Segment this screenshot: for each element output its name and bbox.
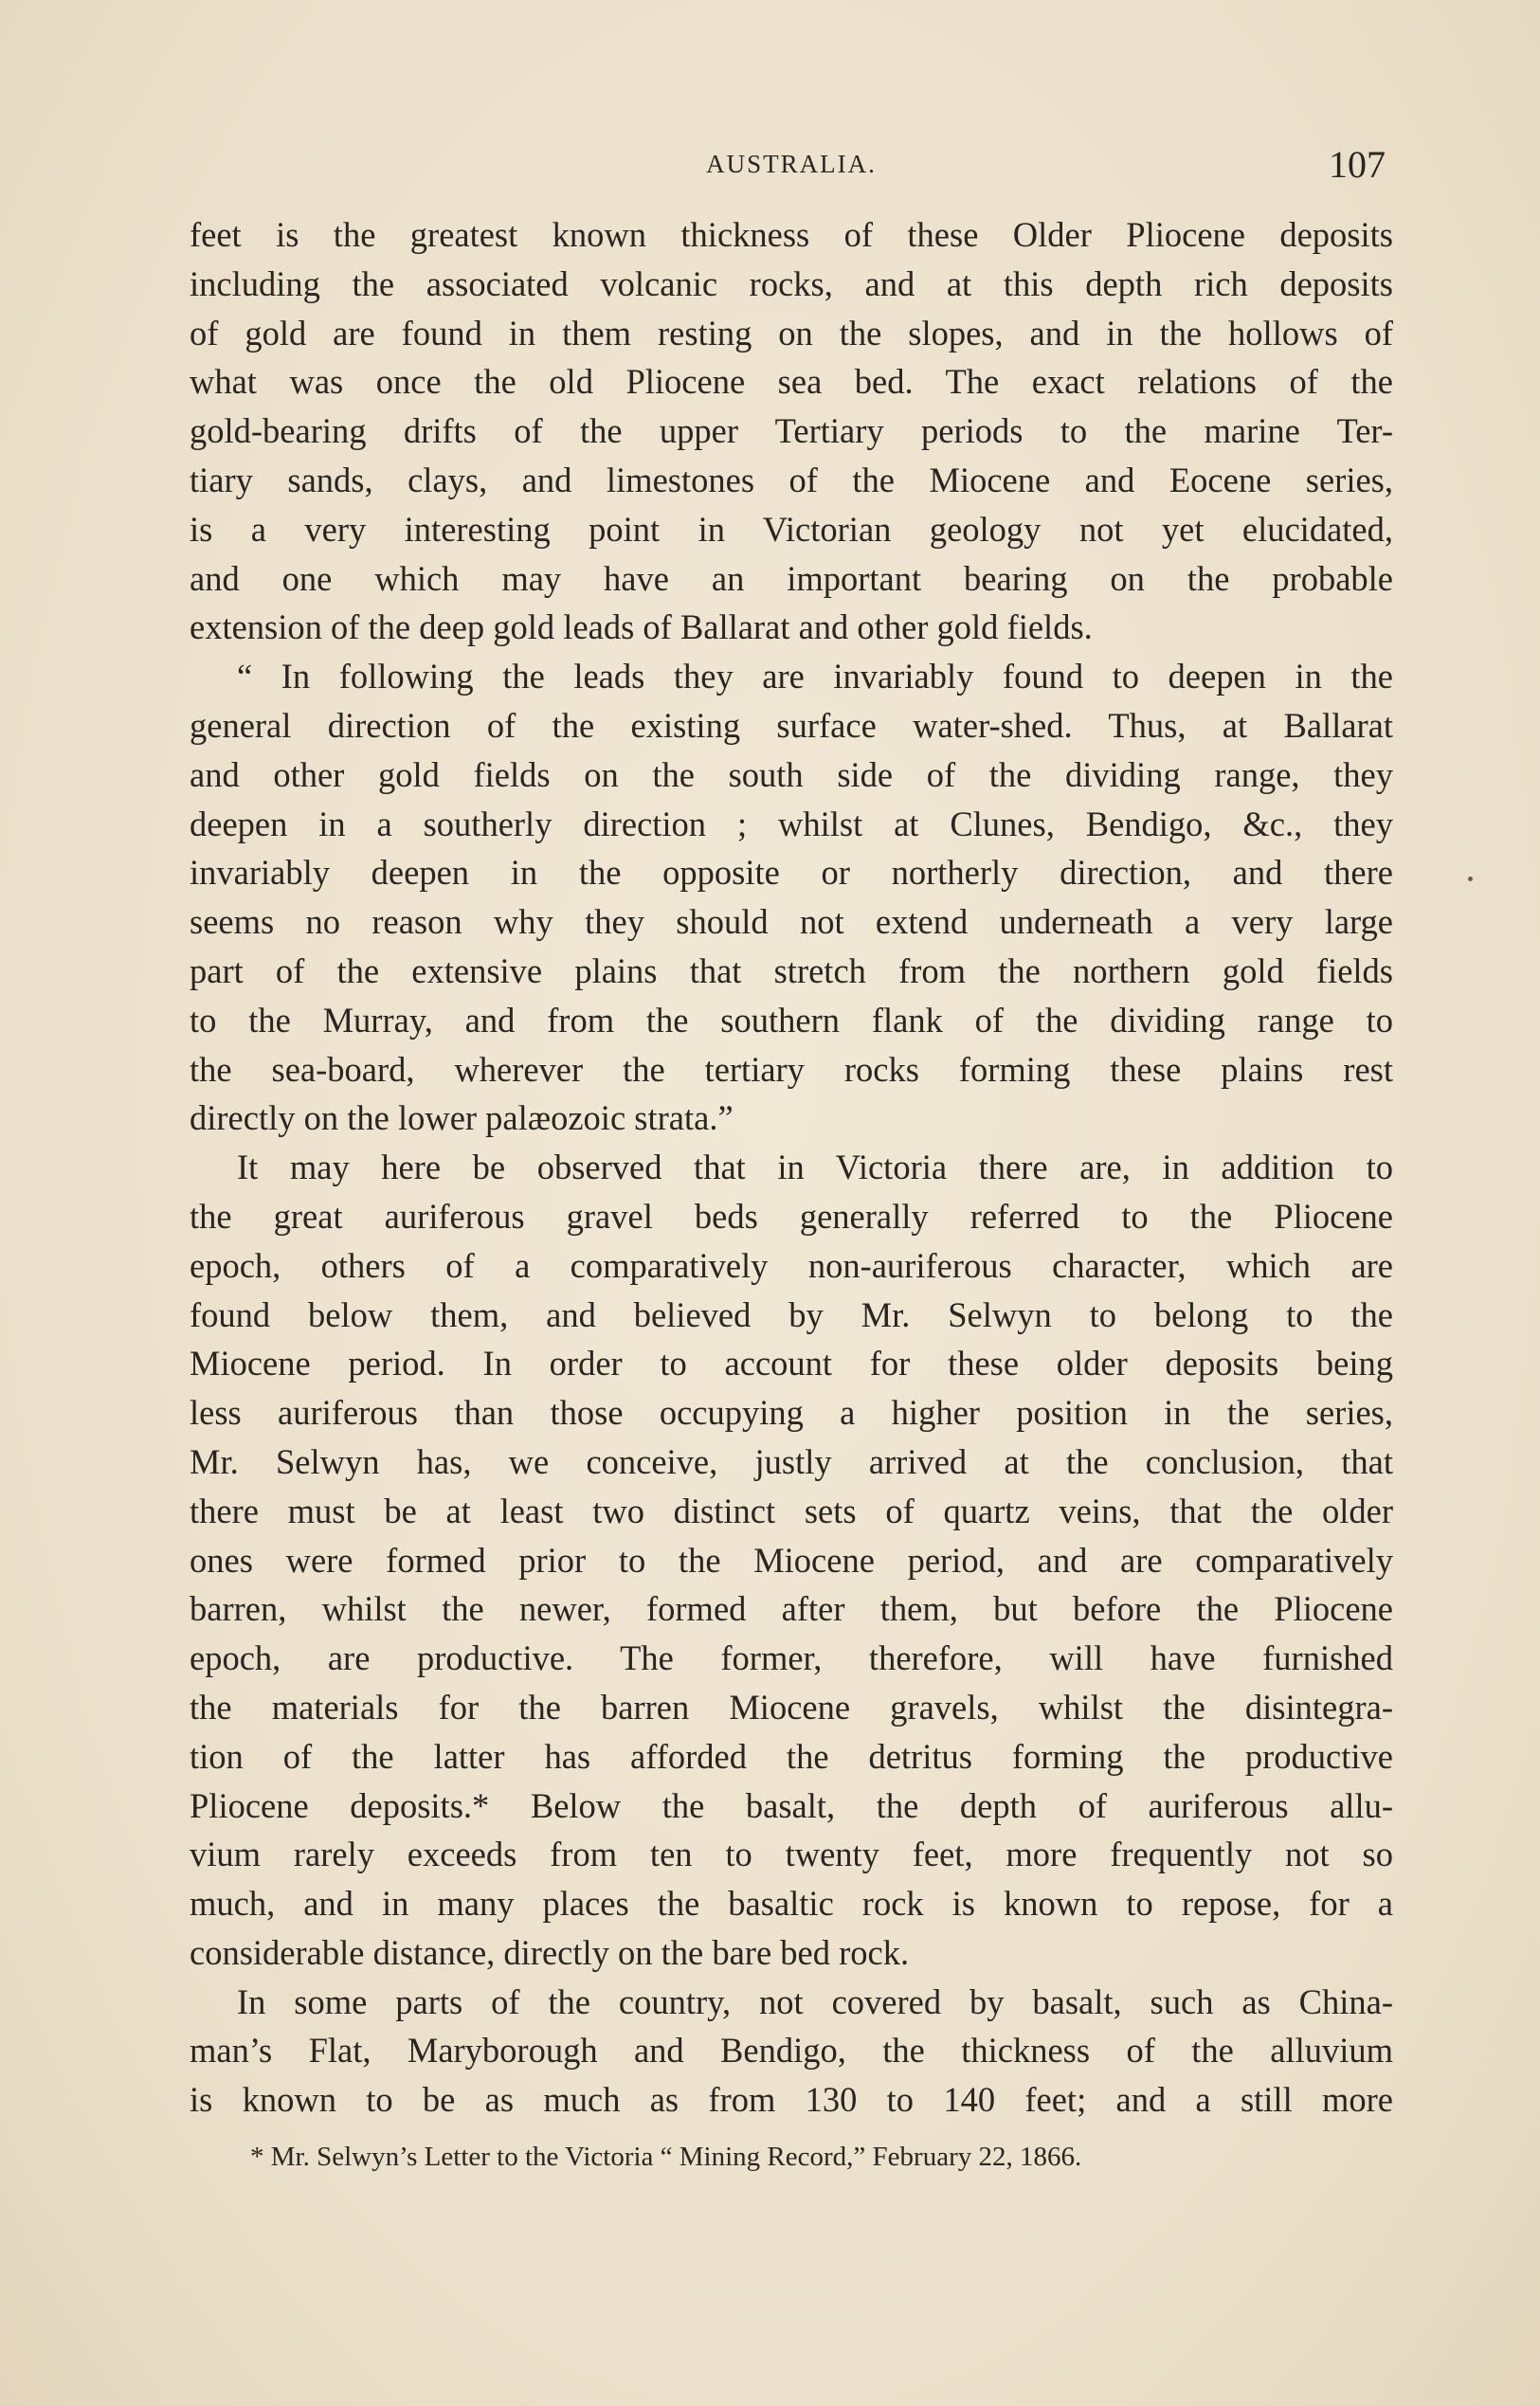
body-text <box>190 210 1393 2125</box>
text-line: much, and in many places the basaltic rock is known to repose, for a <box>190 1884 1393 1924</box>
text-line: seems no reason why they should not extend underneath a very large <box>190 902 1393 942</box>
text-line: tiary sands, clays, and limestones of the Miocene and Eocene series, <box>190 460 1393 499</box>
text-line: ones were formed prior to the Miocene period, and are comparatively <box>190 1540 1393 1580</box>
footnote: * Mr. Selwyn’s Letter to the Victoria “ Mining Record,” February 22, 1866. <box>250 2142 1082 2172</box>
text-line: what was once the old Pliocene sea bed. The exact relations of the <box>190 362 1393 402</box>
text-line: less auriferous than those occupying a higher position in the series, <box>190 1393 1393 1433</box>
text-line: directly on the lower palæozoic strata.” <box>190 1098 734 1138</box>
text-line: gold-bearing drifts of the upper Tertiary periods to the marine Ter- <box>190 411 1393 451</box>
text-line: there must be at least two distinct sets of quartz veins, that the older <box>190 1491 1393 1530</box>
running-head <box>190 142 1393 190</box>
text-line: to the Murray, and from the southern flank of the dividing range to <box>190 1000 1393 1040</box>
text-line: considerable distance, directly on the bare bed rock. <box>190 1932 910 1972</box>
text-line: vium rarely exceeds from ten to twenty feet, more frequently not so <box>190 1835 1393 1874</box>
running-head-title: AUSTRALIA. <box>706 150 877 178</box>
text-line: Miocene period. In order to account for these older deposits being <box>190 1344 1393 1384</box>
text-line: of gold are found in them resting on the slopes, and in the hollows of <box>190 313 1393 353</box>
text-line: extension of the deep gold leads of Ballarat and other gold fields. <box>190 607 1093 647</box>
text-line: “ In following the leads they are invariably found to deepen in the <box>237 657 1393 696</box>
text-line: Mr. Selwyn has, we conceive, justly arrived at the conclusion, that <box>190 1441 1393 1481</box>
text-line: Pliocene deposits.* Below the basalt, the depth of auriferous allu- <box>190 1785 1393 1825</box>
text-line: the materials for the barren Miocene gravels, whilst the disintegra- <box>190 1687 1393 1727</box>
text-line: epoch, others of a comparatively non-auriferous character, which are <box>190 1245 1393 1285</box>
text-line: general direction of the existing surface water-shed. Thus, at Ballarat <box>190 705 1393 745</box>
text-line: tion of the latter has afforded the detritus forming the productive <box>190 1736 1393 1776</box>
text-line: the sea-board, wherever the tertiary rocks forming these plains rest <box>190 1049 1393 1089</box>
text-line: and one which may have an important bearing on the probable <box>190 558 1393 598</box>
text-line: barren, whilst the newer, formed after them, but before the Pliocene <box>190 1589 1393 1629</box>
text-line: found below them, and believed by Mr. Selwyn to belong to the <box>190 1294 1393 1334</box>
text-line: the great auriferous gravel beds generally referred to the Pliocene <box>190 1196 1393 1236</box>
text-line: deepen in a southerly direction ; whilst at Clunes, Bendigo, &c., they <box>190 804 1393 843</box>
page-number: 107 <box>1329 143 1386 186</box>
text-line: part of the extensive plains that stretch from the northern gold fields <box>190 950 1393 990</box>
text-line: It may here be observed that in Victoria there are, in addition to <box>237 1148 1393 1187</box>
text-line: epoch, are productive. The former, therefore, will have furnished <box>190 1638 1393 1678</box>
text-line: feet is the greatest known thickness of these Older Pliocene deposits <box>190 215 1393 254</box>
text-line: is known to be as much as from 130 to 140 feet; and a still more <box>190 2080 1393 2120</box>
text-line: is a very interesting point in Victorian geology not yet elucidated, <box>190 509 1393 549</box>
text-line: In some parts of the country, not covered by basalt, such as China- <box>237 1981 1393 2021</box>
text-line: including the associated volcanic rocks, and at this depth rich deposits <box>190 263 1393 303</box>
paper-speck <box>1468 877 1473 881</box>
text-line: and other gold fields on the south side of the dividing range, they <box>190 754 1393 794</box>
text-line: man’s Flat, Maryborough and Bendigo, the thickness of the alluvium <box>190 2031 1393 2071</box>
text-line: invariably deepen in the opposite or northerly direction, and there <box>190 853 1393 893</box>
